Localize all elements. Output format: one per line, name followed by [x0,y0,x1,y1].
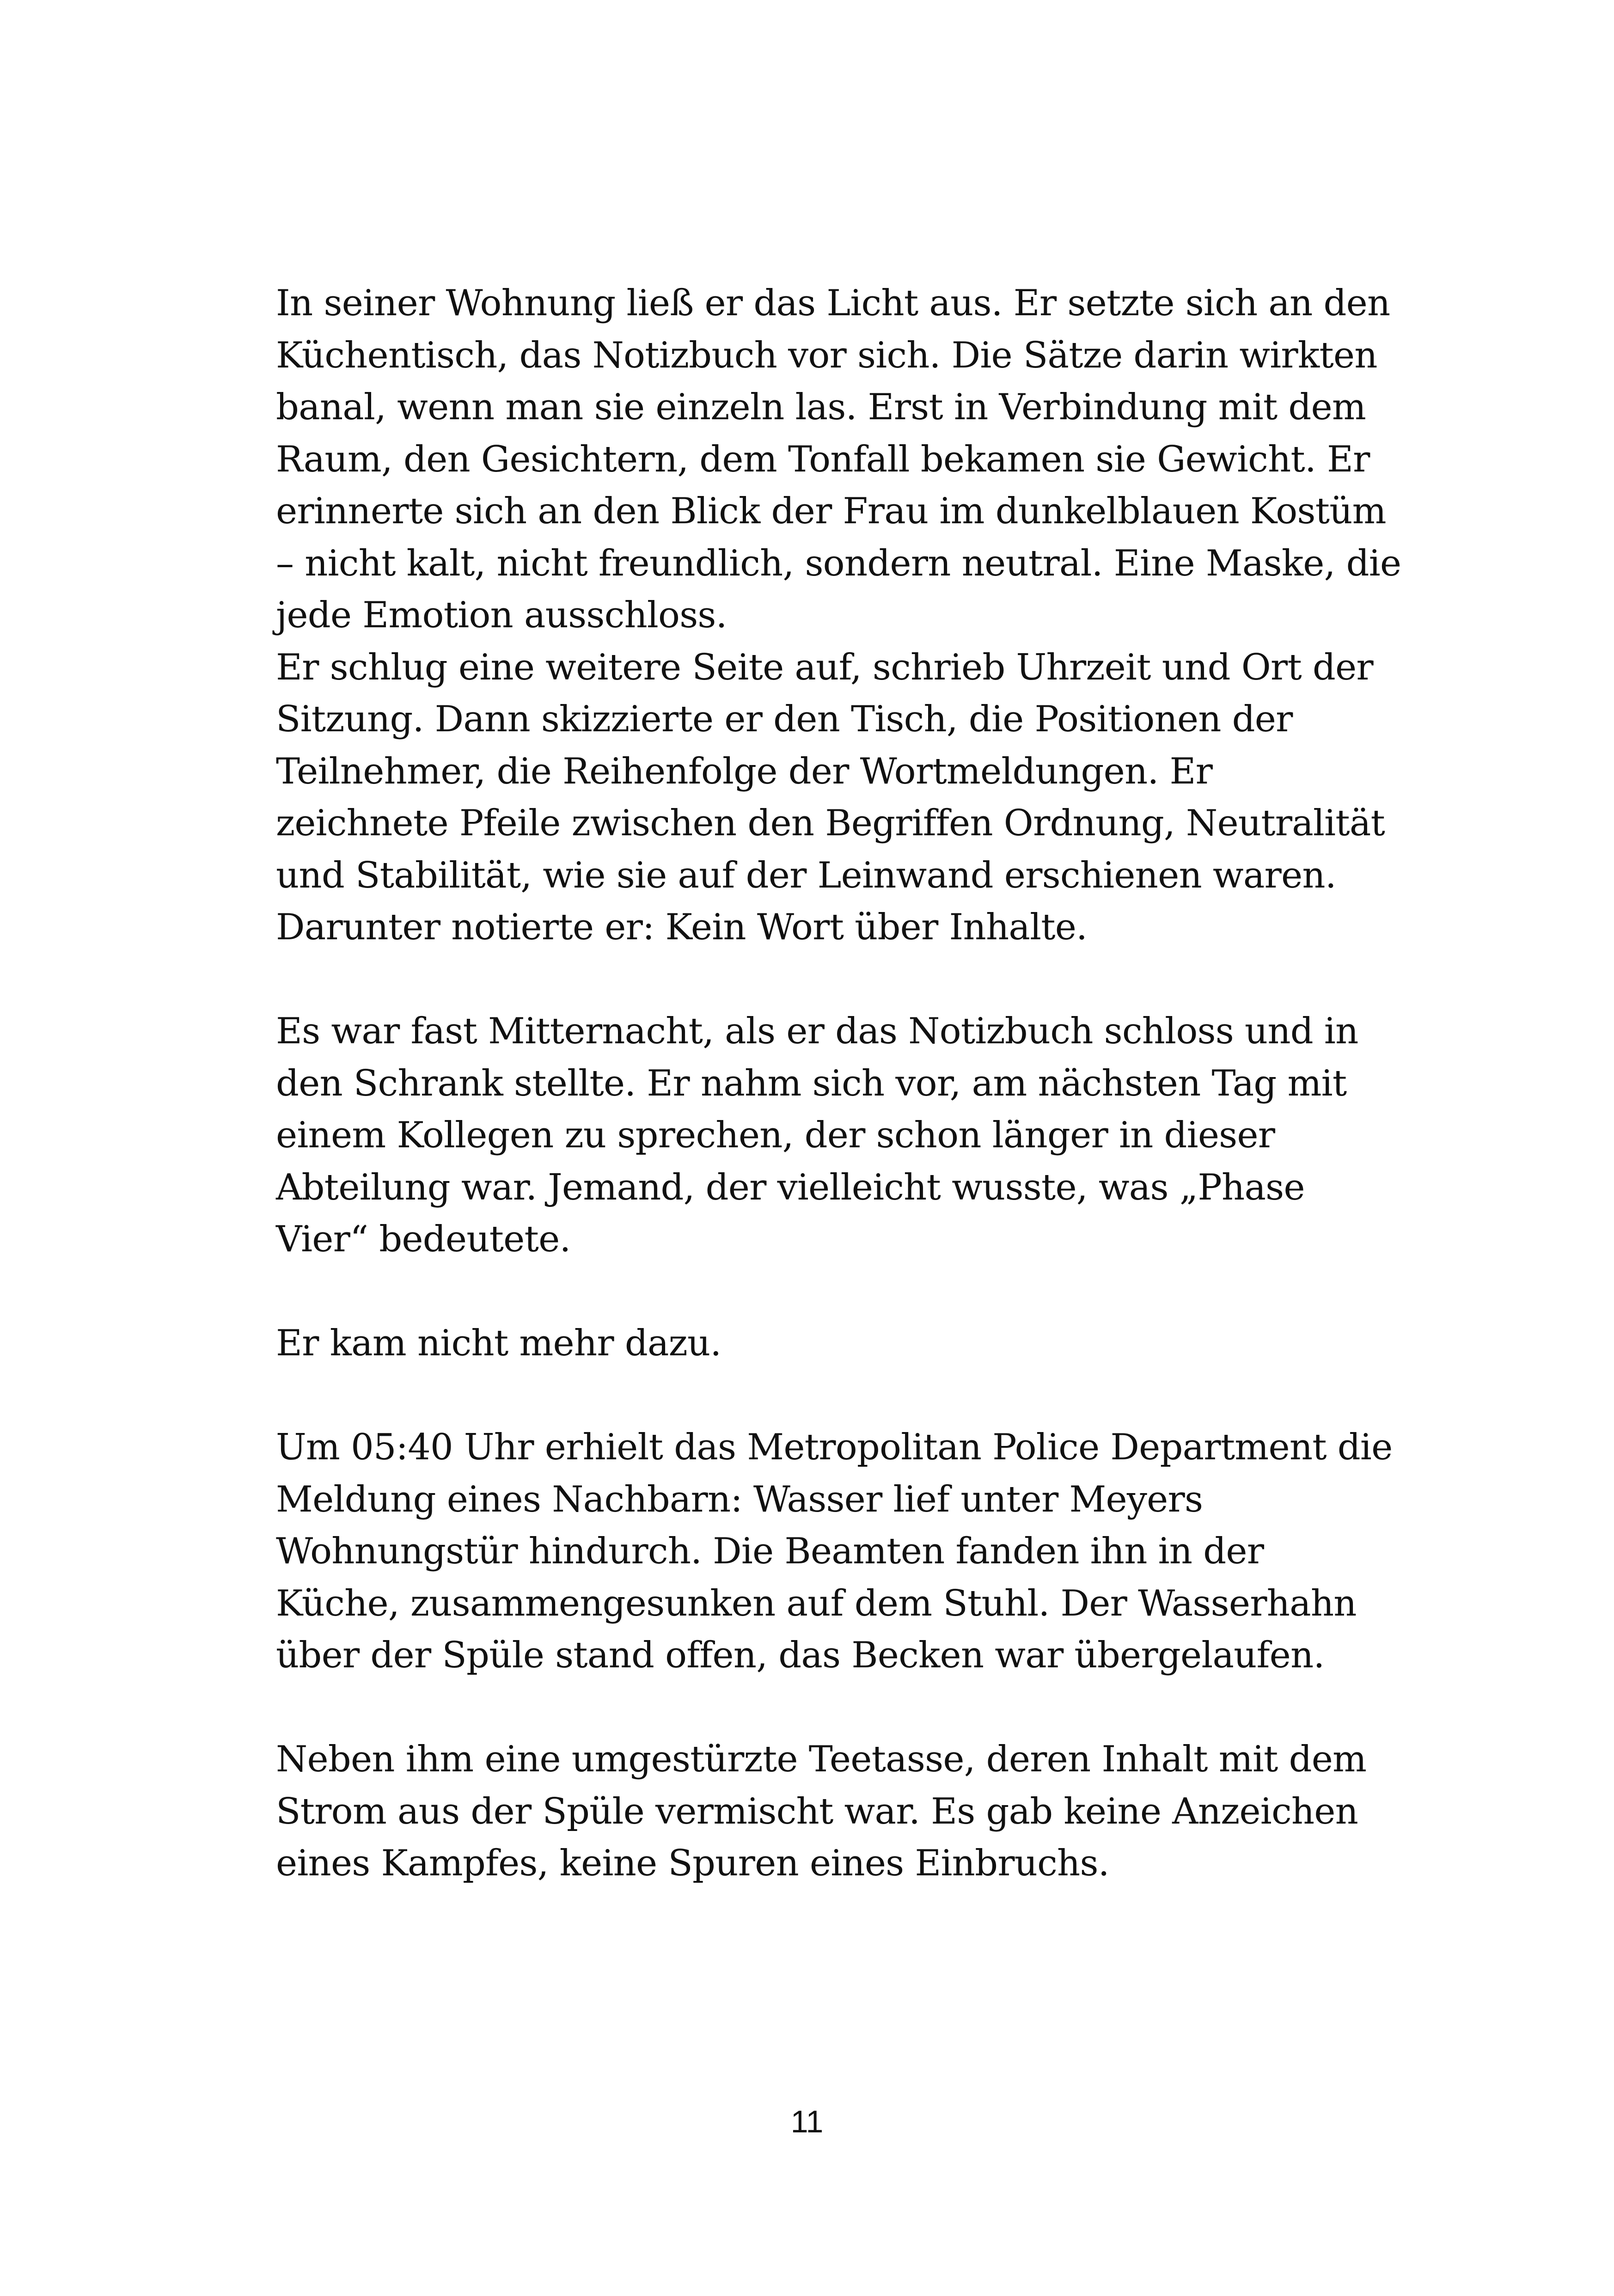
paragraph-spacer [276,1266,1385,1318]
page-number: 11 [790,2104,824,2139]
text-line: Wohnungstür hindurch. Die Beamten fanden ihn in der [276,1531,1264,1572]
text-line: Vier“ bedeutete. [276,1218,571,1260]
text-line: Raum, den Gesichtern, dem Tonfall bekamen sie Gewicht. Er [276,438,1370,480]
text-line: einem Kollegen zu sprechen, der schon länger in dieser [276,1114,1275,1156]
text-line: Er kam nicht mehr dazu. [276,1322,721,1364]
text-line: Küche, zusammengesunken auf dem Stuhl. Der Wasserhahn [276,1582,1357,1624]
text-line: den Schrank stellte. Er nahm sich vor, am nächsten Tag mit [276,1062,1347,1104]
text-line: über der Spüle stand offen, das Becken war übergelaufen. [276,1635,1325,1676]
paragraph-4 [276,1317,1385,1370]
text-line: und Stabilität, wie sie auf der Leinwand erschienen waren. [276,854,1336,896]
text-line: erinnerte sich an den Blick der Frau im dunkelblauen Kostüm [276,490,1386,532]
text-line: jede Emotion ausschloss. [276,594,727,636]
text-line: Teilnehmer, die Reihenfolge der Wortmeldungen. Er [276,750,1213,792]
paragraph-6 [276,1733,1385,1890]
text-line: Abteilung war. Jemand, der vielleicht wusste, was „Phase [276,1166,1305,1208]
text-line: In seiner Wohnung ließ er das Licht aus. Er setzte sich an den [276,282,1390,324]
text-line: eines Kampfes, keine Spuren eines Einbruchs. [276,1843,1109,1884]
paragraph-5 [276,1421,1393,1682]
text-line: Küchentisch, das Notizbuch vor sich. Die Sätze darin wirkten [276,334,1377,376]
text-line: Um 05:40 Uhr erhielt das Metropolitan Police Department die [276,1427,1393,1468]
paragraph-2 [276,642,1385,954]
text-line: Darunter notierte er: Kein Wort über Inhalte. [276,906,1088,948]
text-line: Sitzung. Dann skizzierte er den Tisch, die Positionen der [276,698,1293,740]
text-line: Strom aus der Spüle vermischt war. Es gab keine Anzeichen [276,1790,1358,1832]
paragraph-3 [276,1005,1385,1266]
text-line: zeichnete Pfeile zwischen den Begriffen Ordnung, Neutralität [276,802,1385,844]
text-line: banal, wenn man sie einzeln las. Erst in Verbindung mit dem [276,386,1366,428]
paragraph-spacer [276,954,1385,1006]
paragraph-spacer [276,1370,1385,1422]
text-line: Er schlug eine weitere Seite auf, schrieb Uhrzeit und Ort der [276,646,1373,688]
text-line: Es war fast Mitternacht, als er das Notizbuch schloss und in [276,1010,1358,1052]
paragraph-spacer [276,1682,1385,1734]
text-line: Meldung eines Nachbarn: Wasser lief unter Meyers [276,1478,1203,1520]
text-line: – nicht kalt, nicht freundlich, sondern neutral. Eine Maske, die [276,542,1401,584]
page-body [276,277,1401,1890]
paragraph-1 [276,277,1401,642]
text-line: Neben ihm eine umgestürzte Teetasse, deren Inhalt mit dem [276,1739,1367,1780]
